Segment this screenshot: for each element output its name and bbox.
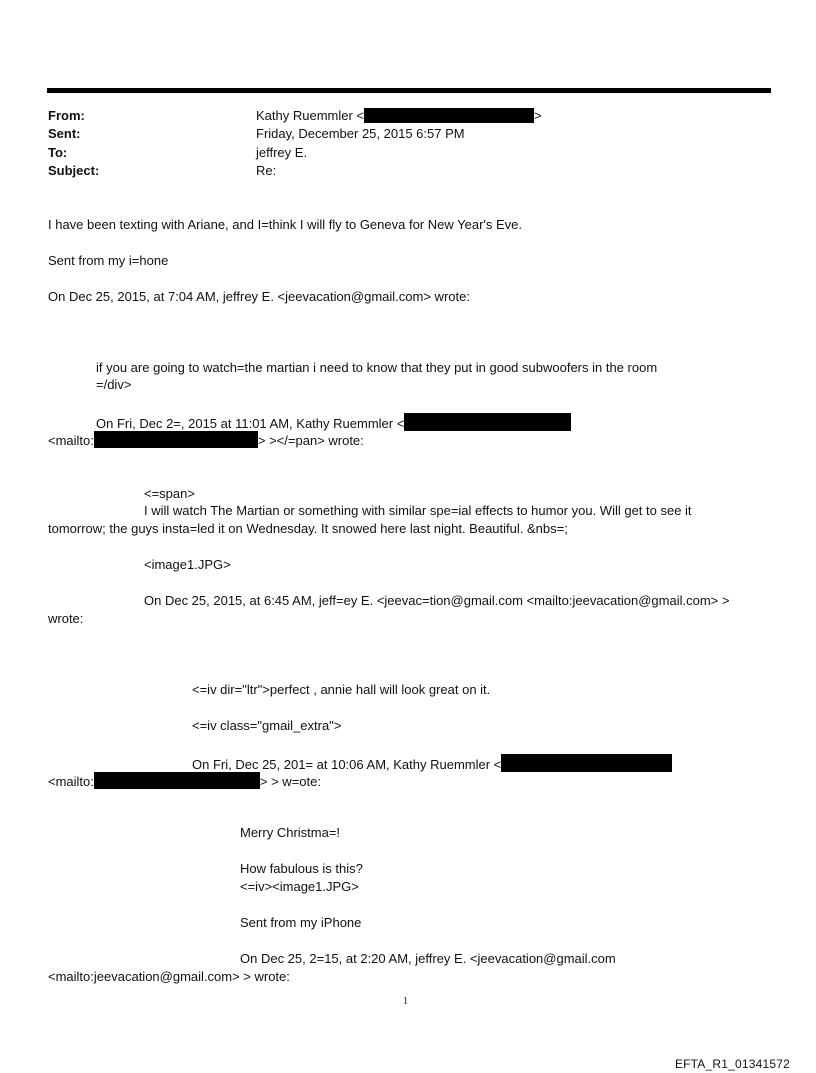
quote-line: I will watch The Martian or something with similar spe=ial effects to humor you. Will get to see it — [144, 503, 692, 518]
attribution-text: <mailto: — [48, 774, 94, 789]
quote-attribution: wrote: — [48, 611, 84, 626]
quote-line: <=iv dir="ltr">perfect , annie hall will look great on it. — [192, 682, 491, 697]
sent-label: Sent: — [48, 126, 81, 141]
attribution-text: > > w=ote: — [259, 774, 321, 789]
body-line: On Dec 25, 2015, at 7:04 AM, jeffrey E. <jeevacation@gmail.com> wrote: — [48, 289, 470, 304]
image-placeholder: <image1.JPG> — [144, 557, 231, 572]
sent-value: Friday, December 25, 2015 6:57 PM — [256, 126, 465, 141]
from-name: Kathy Ruemmler < — [256, 108, 365, 123]
quote-attribution — [48, 431, 364, 449]
quote-line: if you are going to watch=the martian i need to know that they put in good subwoofers in the room — [96, 360, 658, 375]
quote-attribution — [96, 413, 571, 432]
redaction-box — [501, 754, 672, 772]
page-number: 1 — [403, 996, 408, 1007]
to-value: jeffrey E. — [256, 145, 308, 160]
from-close: > — [534, 108, 542, 123]
image-placeholder: <=iv><image1.JPG> — [240, 879, 359, 894]
attribution-text: On Fri, Dec 2=, 2015 at 11:01 AM, Kathy Ruemmler < — [96, 416, 405, 431]
quote-attribution: <mailto:jeevacation@gmail.com> > wrote: — [48, 969, 290, 984]
attribution-text: > ></=pan> wrote: — [257, 433, 364, 448]
to-label: To: — [48, 145, 68, 160]
bates-stamp: EFTA_R1_01341572 — [674, 1057, 790, 1071]
quote-attribution — [192, 754, 672, 773]
redaction-box — [404, 413, 571, 431]
quote-attribution: On Dec 25, 2=15, at 2:20 AM, jeffrey E. <jeevacation@gmail.com — [240, 951, 616, 966]
redaction-box — [94, 431, 258, 448]
quote-line: <=span> — [144, 486, 195, 501]
from-value — [256, 108, 542, 124]
attribution-text: <mailto: — [48, 433, 94, 448]
header-rule — [47, 88, 771, 93]
attribution-text: On Fri, Dec 25, 201= at 10:06 AM, Kathy Ruemmler < — [192, 757, 502, 772]
quote-line: Merry Christma=! — [240, 825, 341, 840]
body-line: Sent from my i=hone — [48, 253, 169, 268]
body-line: I have been texting with Ariane, and I=think I will fly to Geneva for New Year's Eve. — [48, 217, 522, 232]
redaction-box — [94, 772, 260, 789]
subject-label: Subject: — [48, 163, 100, 178]
quote-attribution — [48, 772, 321, 790]
quote-line: <=iv class="gmail_extra"> — [192, 718, 342, 733]
redaction-box — [364, 108, 534, 123]
quote-line: How fabulous is this? — [240, 861, 363, 876]
quote-line: Sent from my iPhone — [240, 915, 362, 930]
from-label: From: — [48, 108, 85, 123]
subject-value: Re: — [256, 163, 277, 178]
quote-line: tomorrow; the guys insta=led it on Wednesday. It snowed here last night. Beautiful. &nbs=; — [48, 521, 568, 536]
quote-attribution: On Dec 25, 2015, at 6:45 AM, jeff=ey E. <jeevac=tion@gmail.com <mailto:jeevacation@gmail.com> > — [144, 593, 730, 608]
quote-line: =/div> — [96, 377, 132, 392]
